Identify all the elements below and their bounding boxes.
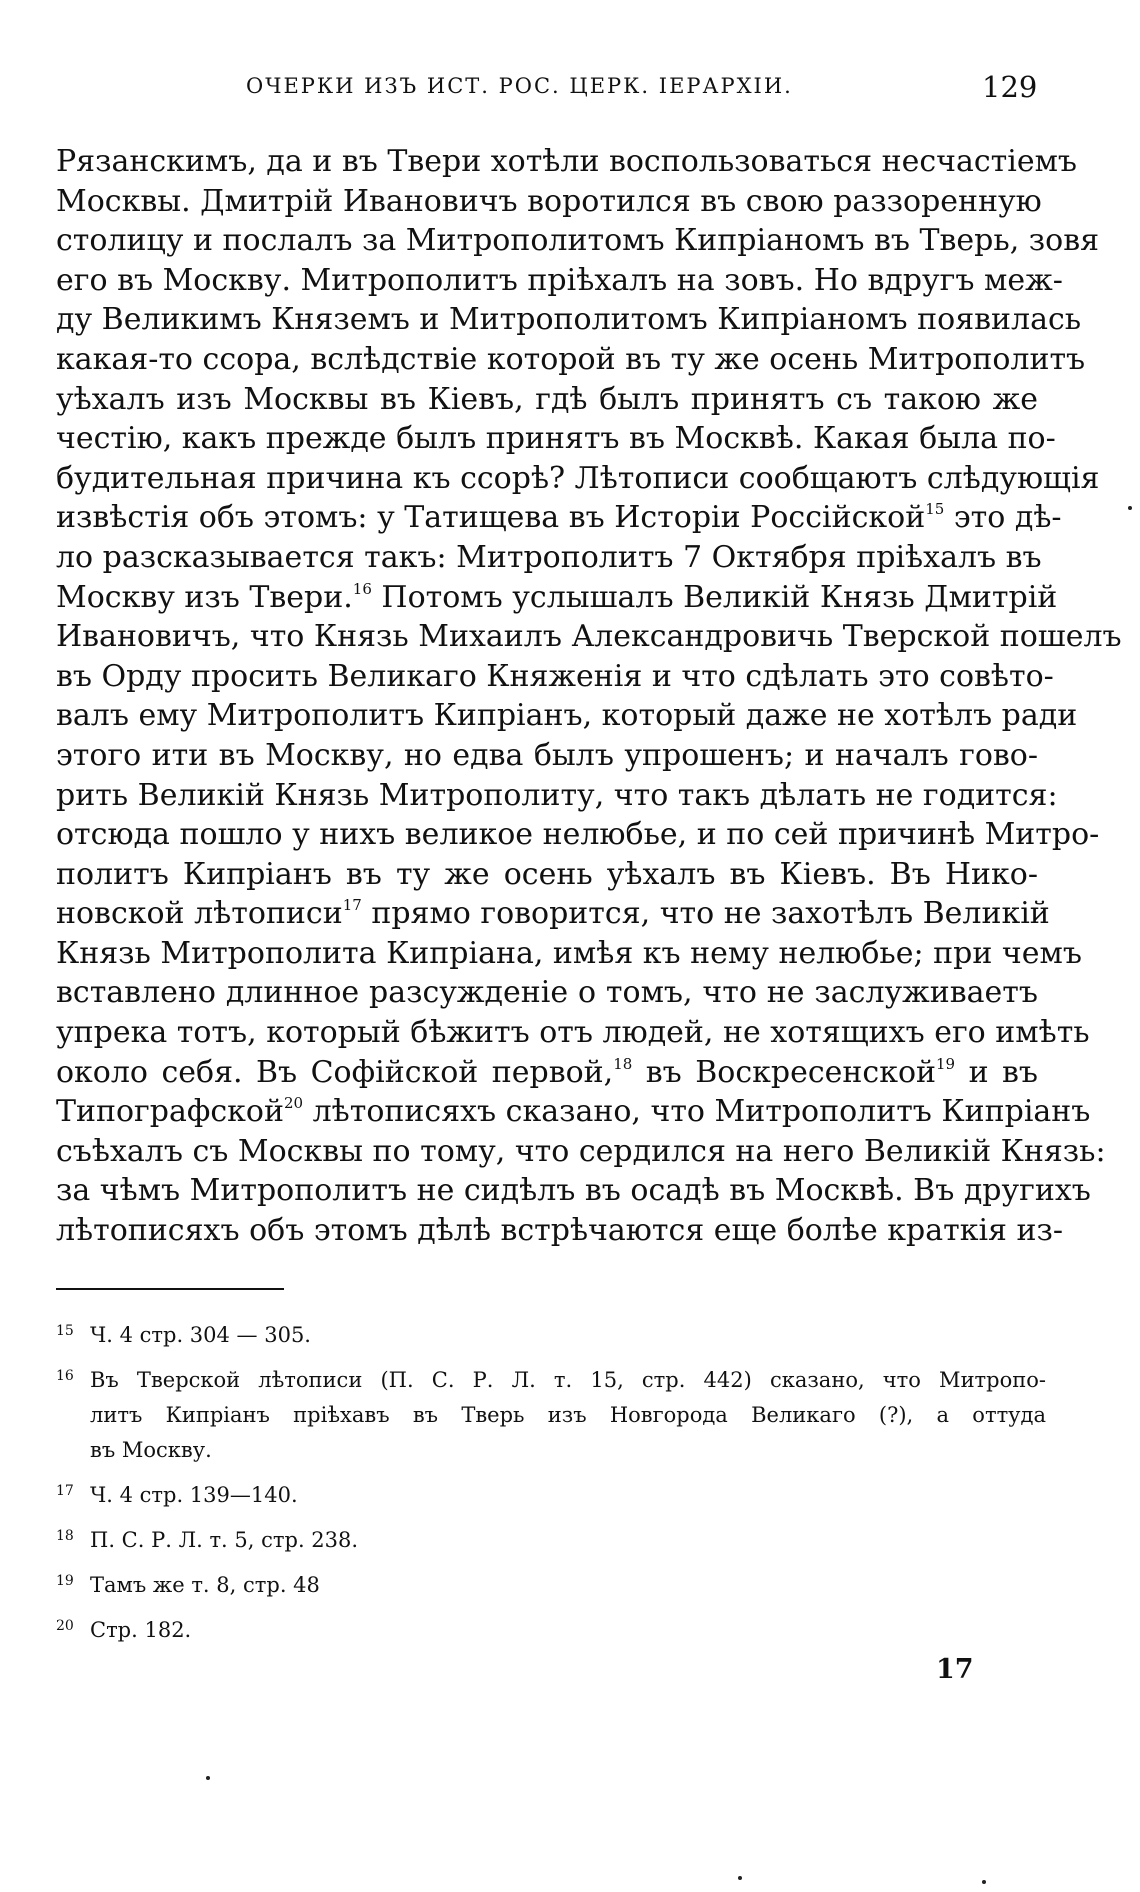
- footnote: [56, 1363, 1046, 1468]
- text-line: Рязанскимъ, да и въ Твери хотѣли воспользоваться несчастіемъ: [56, 144, 1078, 179]
- footnote-text: литъ Кипріанъ пріѣхавъ въ Тверь изъ Новгорода Великаго (?), а оттуда: [90, 1403, 1046, 1427]
- print-speck: [738, 1876, 742, 1880]
- text-line: извѣстія объ этомъ: у Татищева въ Исторіи Россійской$^{15}$ это дѣ-: [56, 500, 1062, 536]
- footnote-number: 20: [56, 1618, 74, 1634]
- footnote-number: 16: [56, 1368, 74, 1384]
- text-line: уѣхалъ изъ Москвы въ Кіевъ, гдѣ былъ принятъ съ такою же: [56, 381, 1038, 417]
- text-line: будительная причина къ ссорѣ? Лѣтописи сообщаютъ слѣдующія: [56, 460, 1100, 496]
- footnote-number: 18: [56, 1528, 74, 1544]
- text-line: отсюда пошло у нихъ великое нелюбье, и по сей причинѣ Митро-: [56, 817, 1100, 853]
- page-number: 129: [982, 70, 1038, 104]
- footnote: [56, 1523, 1046, 1558]
- footnote-ref: 16: [352, 579, 372, 598]
- footnotes: [56, 1318, 1046, 1658]
- print-speck: [982, 1880, 986, 1884]
- text-line: упрека тотъ, который бѣжитъ отъ людей, не хотящихъ его имѣть: [56, 1015, 1090, 1051]
- footnote-number: 17: [56, 1483, 74, 1499]
- text-line: политъ Кипріанъ въ ту же осень уѣхалъ въ Кіевъ. Въ Нико-: [56, 856, 1038, 892]
- footnote-text: Въ Тверской лѣтописи (П. С. Р. Л. т. 15, стр. 442) сказано, что Митропо-: [90, 1368, 1046, 1392]
- text-line: столицу и послалъ за Митрополитомъ Кипріаномъ въ Тверь, зовя: [56, 223, 1100, 259]
- main-text: [56, 142, 1122, 1251]
- text-line: Москву изъ Твери.$^{16}$ Потомъ услышалъ Великій Князь Дмитрій: [56, 579, 1058, 615]
- text-line: ло разсказывается такъ: Митрополитъ 7 Октября пріѣхалъ въ: [56, 539, 1042, 575]
- text-line: честію, какъ прежде былъ принятъ въ Москвѣ. Какая была по-: [56, 421, 1056, 457]
- text-line: съѣхалъ съ Москвы по тому, что сердился на него Великій Князь:: [56, 1133, 1106, 1169]
- footnote-ref: 19: [936, 1054, 956, 1073]
- text-line: Москвы. Дмитрій Ивановичъ воротился въ свою раззоренную: [56, 183, 1042, 219]
- text-line: Типографской$^{20}$ лѣтописяхъ сказано, что Митрополитъ Кипріанъ: [56, 1094, 1091, 1130]
- footnote-ref: 20: [283, 1094, 304, 1113]
- running-head: ОЧЕРКИ ИЗЪ ИСТ. РОС. ЦЕРК. ІЕРАРХІИ.: [246, 74, 793, 98]
- footnote-text: Ч. 4 стр. 304 — 305.: [90, 1323, 311, 1347]
- footnote: [56, 1568, 1046, 1603]
- text-line: ду Великимъ Княземъ и Митрополитомъ Кипріаномъ появилась: [56, 302, 1082, 338]
- text-line: рить Великій Князь Митрополиту, что такъ дѣлать не годится:: [56, 777, 1058, 813]
- signature-mark: 17: [936, 1654, 974, 1685]
- footnote: [56, 1613, 1046, 1648]
- text-line: Князь Митрополита Кипріана, имѣя къ нему нелюбье; при чемъ: [56, 935, 1082, 971]
- text-line: Ивановичъ, что Князь Михаилъ Александровичь Тверской пошелъ: [56, 619, 1122, 655]
- footnote-text: въ Москву.: [90, 1438, 212, 1462]
- footnote-text: Стр. 182.: [90, 1618, 192, 1642]
- print-speck: [206, 1776, 210, 1780]
- footnote-ref: 17: [342, 896, 362, 915]
- text-line: этого ити въ Москву, но едва былъ упрошенъ; и началъ гово-: [56, 737, 1038, 773]
- footnote-separator: [56, 1288, 284, 1290]
- text-line: валъ ему Митрополитъ Кипріанъ, который даже не хотѣлъ ради: [56, 698, 1078, 734]
- footnote-text: П. С. Р. Л. т. 5, стр. 238.: [90, 1528, 359, 1552]
- text-line: вставлено длинное разсужденіе о томъ, что не заслуживаетъ: [56, 975, 1038, 1011]
- text-line: его въ Москву. Митрополитъ пріѣхалъ на зовъ. Но вдругъ меж-: [56, 262, 1063, 298]
- text-line: около себя. Въ Софійской первой,$^{18}$ въ Воскресенской$^{19}$ и въ: [56, 1054, 1039, 1090]
- footnote-text: Тамъ же т. 8, стр. 48: [90, 1573, 320, 1597]
- text-line: въ Орду просить Великаго Княженія и что сдѣлать это совѣто-: [56, 658, 1054, 694]
- footnote-text: Ч. 4 стр. 139—140.: [90, 1483, 298, 1507]
- text-line: новской лѣтописи$^{17}$ прямо говорится, что не захотѣлъ Великій: [56, 896, 1050, 932]
- footnote: [56, 1478, 1046, 1513]
- footnote-number: 19: [56, 1573, 74, 1589]
- text-line: лѣтописяхъ объ этомъ дѣлѣ встрѣчаются еще болѣе краткія из-: [56, 1213, 1063, 1249]
- text-line: какая-то ссора, вслѣдствіе которой въ ту же осень Митрополитъ: [56, 341, 1086, 377]
- text-line: за чѣмъ Митрополитъ не сидѣлъ въ осадѣ въ Москвѣ. Въ другихъ: [56, 1173, 1091, 1209]
- footnote: [56, 1318, 1046, 1353]
- footnote-number: 15: [56, 1323, 74, 1339]
- footnote-ref: 18: [613, 1054, 633, 1073]
- footnote-ref: 15: [925, 500, 945, 519]
- print-speck: [1128, 506, 1132, 510]
